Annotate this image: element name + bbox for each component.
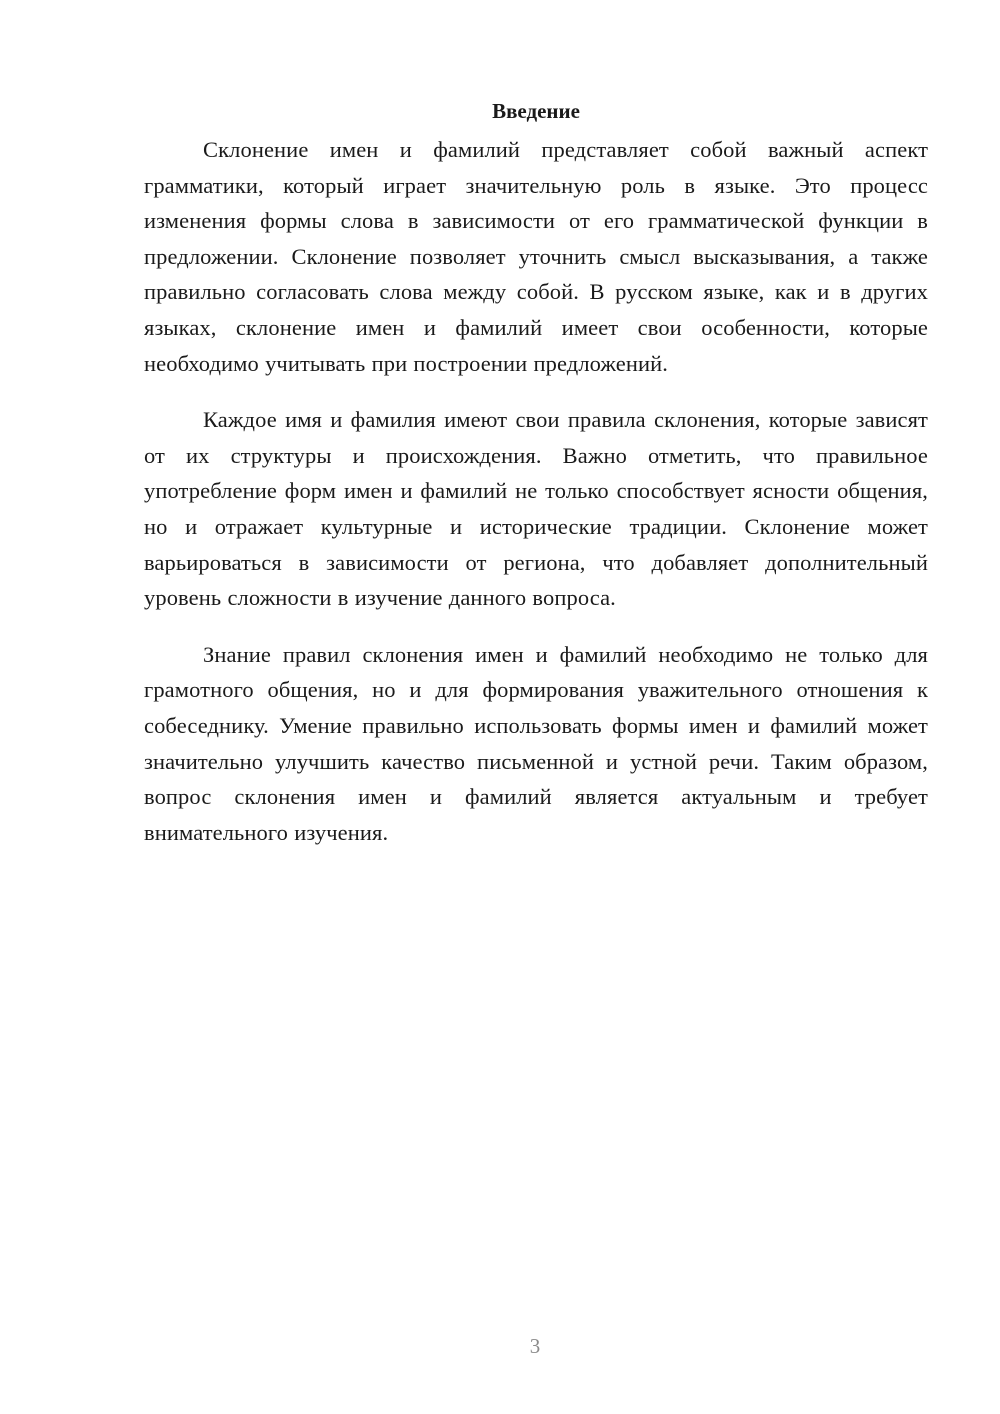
- page-content: [144, 96, 928, 871]
- paragraph-2: Каждое имя и фамилия имеют свои правила склонения, которые зависят от их структуры и происхождения. Важно отметить, что правильное употребление форм имен и фамилий не только способствует ясности общения, но и отражает культурные и исторические традиции. Склонение может варьироваться в зависимости от региона, что добавляет дополнительный уровень сложности в изучение данного вопроса.: [144, 407, 928, 611]
- page-number: 3: [529, 1334, 541, 1358]
- section-title: Введение: [492, 99, 580, 123]
- paragraph-3: Знание правил склонения имен и фамилий необходимо не только для грамотного общения, но и для формирования уважительного отношения к собеседнику. Умение правильно использовать формы имен и фамилий может значительно улучшить качество письменной и устной речи. Таким образом, вопрос склонения имен и фамилий является актуальным и требует внимательного изучения.: [144, 641, 928, 845]
- paragraph-1: Склонение имен и фамилий представляет собой важный аспект грамматики, который играет значительную роль в языке. Это процесс изменения формы слова в зависимости от его грамматической функции в предложении. Склонение позволяет уточнить смысл высказывания, а также правильно согласовать слова между собой. В русском языке, как и в других языках, склонение имен и фамилий имеет свои особенности, которые необходимо учитывать при построении предложений.: [144, 137, 928, 376]
